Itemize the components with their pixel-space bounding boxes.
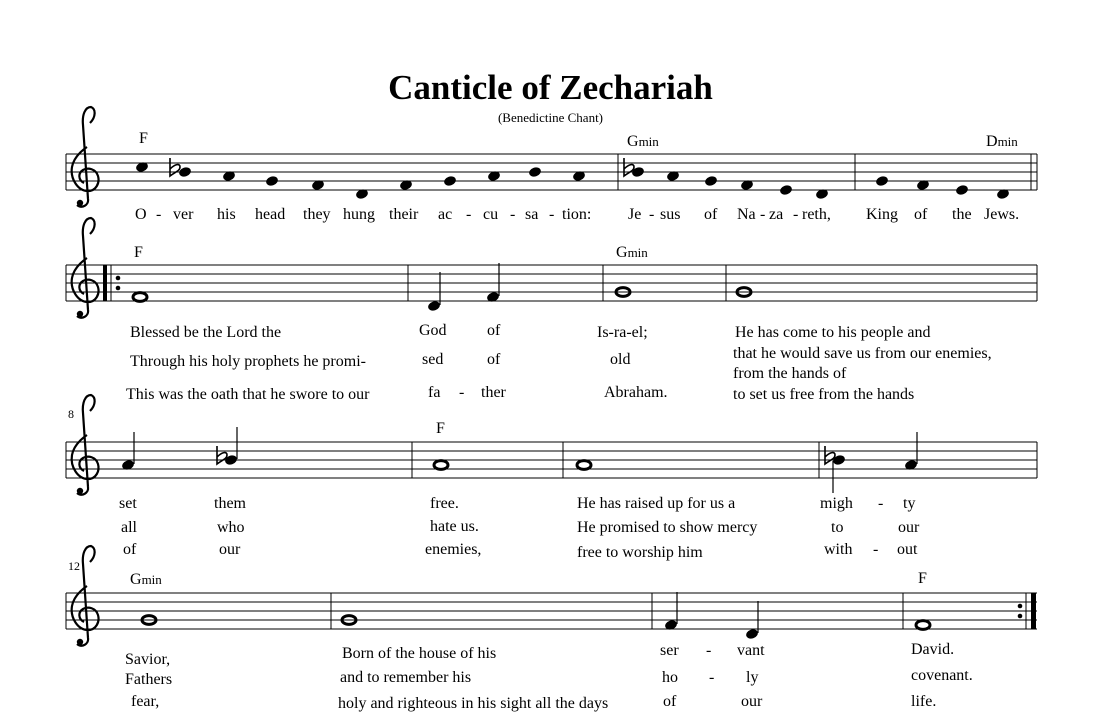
lyric-verse-2: our — [898, 519, 920, 536]
staff-system-4 — [66, 593, 1037, 629]
lyric-verse-1: set — [119, 495, 137, 512]
lyric-verse-2: - — [709, 669, 715, 686]
lyric-syllable: of — [914, 206, 928, 223]
lyric-verse-1: God — [419, 322, 447, 339]
lyric-syllable: - — [510, 206, 516, 223]
lyric-verse-1: David. — [911, 641, 955, 658]
lyric-verse-3: - — [459, 384, 465, 401]
lyric-syllable: - — [760, 206, 766, 223]
lyric-verse-3: fa — [428, 384, 441, 401]
lyric-syllable: - — [649, 206, 655, 223]
lyric-syllable: - — [156, 206, 162, 223]
lyric-verse-1: - — [706, 642, 712, 659]
lyric-verse-1: them — [214, 495, 246, 512]
lyric-verse-3: This was the oath that he swore to our — [126, 386, 370, 403]
lyric-verse-1: of — [487, 322, 501, 339]
staff-system-2 — [66, 265, 1037, 301]
lyric-verse-2: who — [217, 519, 245, 536]
lyric-verse-1: He has raised up for us a — [577, 495, 736, 512]
treble-clef-icon — [72, 218, 99, 318]
staff-system-1 — [66, 154, 1037, 190]
notes-system-4 — [142, 592, 930, 640]
chord-symbol: F — [134, 244, 143, 261]
lyric-syllable: Je — [628, 206, 642, 223]
lyric-verse-2: old — [610, 351, 631, 368]
lyric-verse-2: sed — [422, 351, 444, 368]
lyric-verse-2: He promised to show mercy — [577, 519, 758, 536]
lyric-verse-2: all — [121, 519, 137, 536]
lyric-verse-3: holy and righteous in his sight all the days — [338, 695, 609, 712]
lyric-syllable: sus — [660, 206, 681, 223]
lyric-verse-1: - — [878, 495, 884, 512]
chord-symbol: Dmin — [986, 133, 1018, 150]
lyric-verse-2: Through his holy prophets he promi- — [130, 353, 366, 370]
lyric-syllable: hung — [343, 206, 375, 223]
lyric-verse-1: Savior, — [125, 651, 171, 668]
lyric-verse-2: ly — [746, 669, 759, 686]
lyric-verse-1: ty — [903, 495, 916, 512]
lyric-verse-3: to set us free from the hands — [733, 386, 915, 403]
lyric-verse-1: Is-ra-el; — [597, 324, 648, 341]
lyric-syllable: Na — [737, 206, 756, 223]
lyric-verse-2: Fathers — [125, 671, 173, 688]
notes-system-2 — [133, 263, 751, 312]
lyric-verse-3: out — [897, 541, 918, 558]
lyric-verse-1: ser — [660, 642, 679, 659]
score-title: Canticle of Zechariah — [388, 68, 713, 107]
lyric-syllable: ver — [173, 206, 194, 223]
lyric-verse-1: vant — [737, 642, 765, 659]
measure-number: 8 — [68, 407, 74, 421]
lyric-verse-1: Born of the house of his — [342, 645, 497, 662]
lyric-verse-2: that he would save us from our enemies, — [733, 345, 992, 362]
lyric-verse-3: Abraham. — [604, 384, 668, 401]
score-subtitle: (Benedictine Chant) — [497, 110, 604, 125]
chord-symbol: F — [918, 570, 927, 587]
chord-symbol: Gmin — [130, 571, 162, 588]
chord-symbol: Gmin — [616, 244, 648, 261]
lyric-syllable: the — [952, 206, 972, 223]
lyric-verse-1: free. — [430, 495, 459, 512]
lyric-syllable: O — [135, 206, 147, 223]
lyric-verse-2: and to remember his — [340, 669, 472, 686]
lyric-verse-2: covenant. — [911, 667, 973, 684]
chord-symbol: Gmin — [627, 133, 659, 150]
lyric-syllable: za — [769, 206, 784, 223]
lyric-syllable: his — [217, 206, 236, 223]
lyric-syllable: King — [866, 206, 898, 223]
lyric-syllable: they — [303, 206, 331, 223]
lyric-syllable: sa — [525, 206, 539, 223]
lyric-syllable: cu — [483, 206, 499, 223]
lyric-verse-3: ther — [481, 384, 506, 401]
lyric-verse-3: our — [219, 541, 241, 558]
chord-symbol: F — [139, 130, 148, 147]
lyric-verse-1: He has come to his people and — [735, 324, 931, 341]
lyric-verse-2: to — [831, 519, 844, 536]
lyric-verse-3: with — [824, 541, 853, 558]
lyric-syllable: of — [704, 206, 718, 223]
lyric-verse-2: from the hands of — [733, 365, 847, 382]
measure-number: 12 — [68, 559, 80, 573]
lyric-verse-3: life. — [911, 693, 937, 710]
lyric-verse-2: of — [487, 351, 501, 368]
lyric-verse-3: our — [741, 693, 763, 710]
lyric-verse-3: enemies, — [425, 541, 482, 558]
lyric-verse-2: hate us. — [430, 518, 479, 535]
lyric-syllable: - — [549, 206, 555, 223]
lyric-syllable: ac — [438, 206, 453, 223]
lyric-verse-3: free to worship him — [577, 544, 703, 561]
notes-system-1 — [135, 158, 1010, 200]
chord-symbol: F — [436, 420, 445, 437]
lyric-verse-3: of — [123, 541, 137, 558]
lyric-verse-3: of — [663, 693, 677, 710]
lyric-syllable: reth, — [802, 206, 831, 223]
lyric-verse-1: Blessed be the Lord the — [130, 324, 282, 341]
staff-system-3 — [66, 442, 1037, 478]
lyric-verse-3: fear, — [131, 693, 160, 710]
lyric-syllable: Jews. — [984, 206, 1020, 223]
lyric-syllable: their — [389, 206, 419, 223]
lyric-verse-1: migh — [820, 495, 853, 512]
lyric-syllable: - — [793, 206, 799, 223]
lyric-syllable: - — [466, 206, 472, 223]
lyric-syllable: tion: — [562, 206, 592, 223]
lyric-verse-2: ho — [662, 669, 678, 686]
lyric-syllable: head — [255, 206, 286, 223]
treble-clef-icon — [72, 395, 99, 495]
lyric-verse-3: - — [873, 541, 879, 558]
